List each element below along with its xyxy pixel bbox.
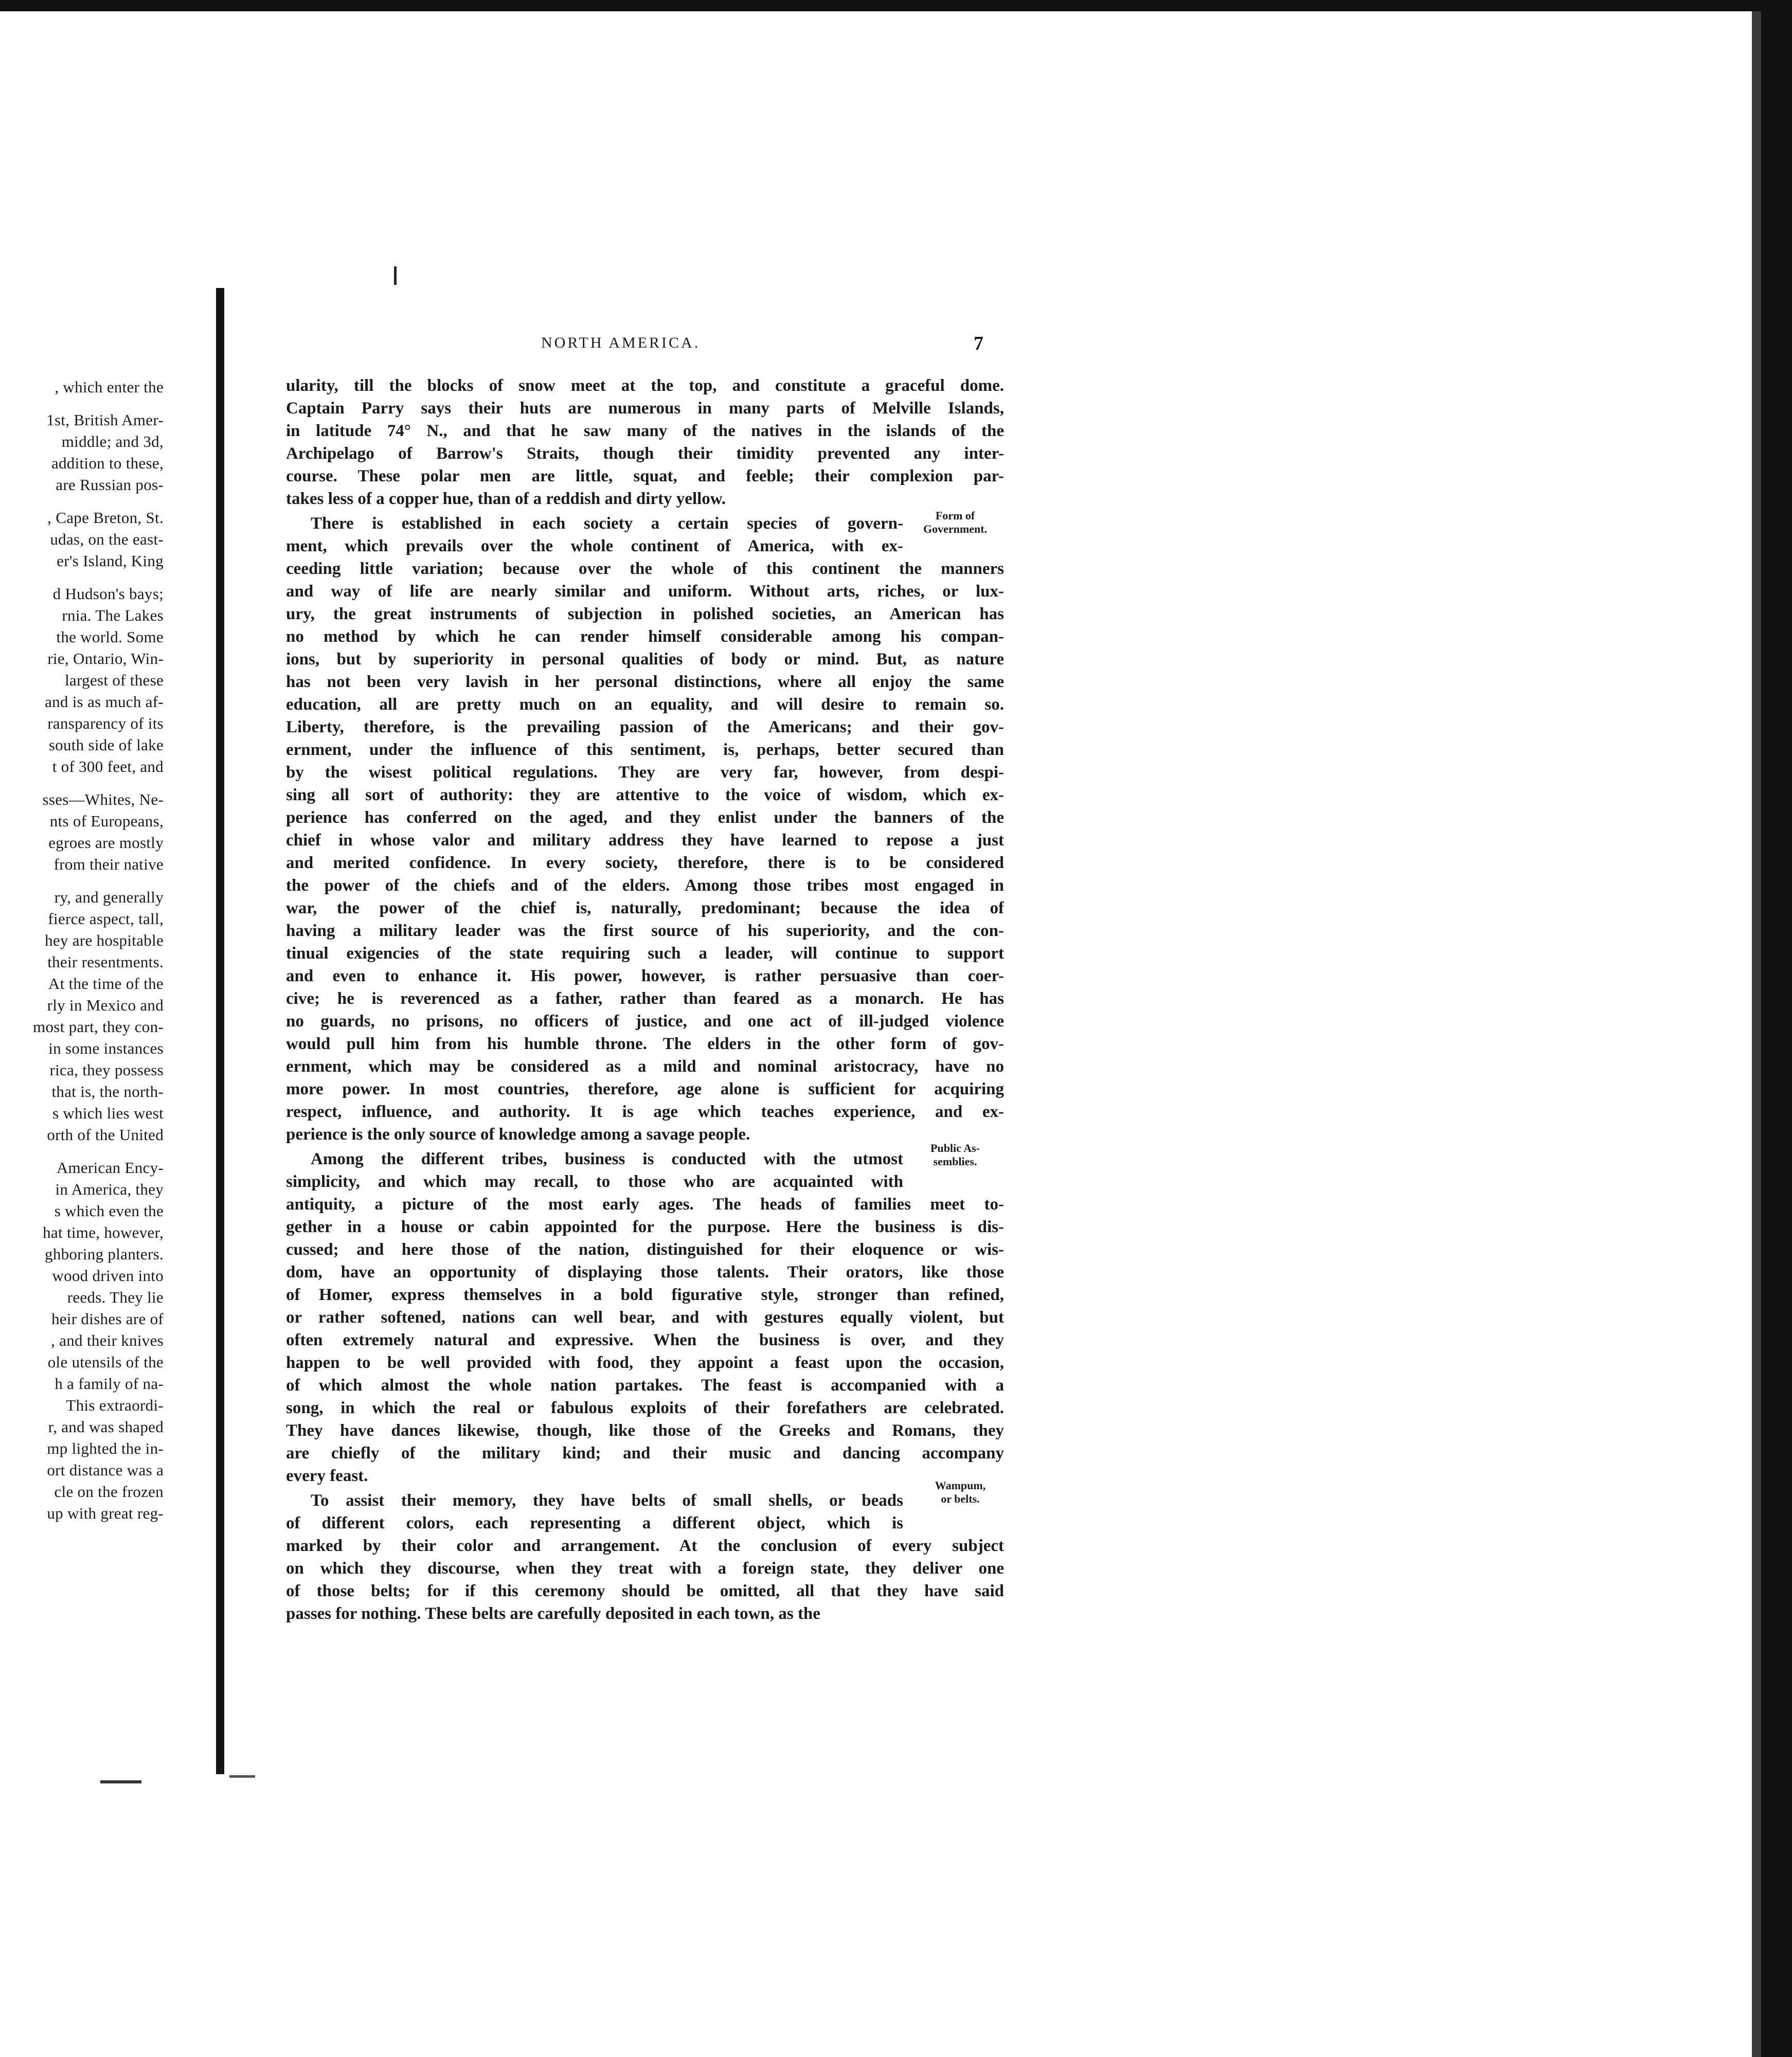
text-line: no method by which he can render himself considerable among his compan- bbox=[286, 627, 1004, 646]
fragment-line: addition to these, bbox=[51, 454, 164, 472]
text-line: ularity, till the blocks of snow meet at the top, and constitute a graceful dome. bbox=[286, 376, 1004, 395]
fragment-line: ry, and generally bbox=[54, 888, 164, 906]
fragment-line: r, and was shaped bbox=[48, 1418, 164, 1436]
text-line: education, all are pretty much on an equality, and will desire to remain so. bbox=[286, 695, 1004, 714]
side-note-line: Government. bbox=[923, 522, 988, 535]
fragment-line: most part, they con- bbox=[33, 1018, 164, 1036]
fragment-line: t of 300 feet, and bbox=[52, 757, 164, 775]
fragment-line: s which even the bbox=[54, 1202, 164, 1220]
page-gutter-rule bbox=[216, 288, 224, 1774]
text-line: ions, but by superiority in personal qualities of body or mind. But, as nature bbox=[286, 650, 1004, 669]
ink-mark-bottom-2 bbox=[229, 1775, 255, 1778]
text-line: Captain Parry says their huts are numerous in many parts of Melville Islands, bbox=[286, 399, 1004, 418]
text-line: are chiefly of the military kind; and their music and dancing accompany bbox=[286, 1444, 1004, 1463]
text-line: every feast. bbox=[286, 1467, 368, 1485]
fragment-line: nts of Europeans, bbox=[49, 812, 164, 830]
text-line: by the wisest political regulations. They are very far, however, from despi- bbox=[286, 763, 1004, 782]
text-line: perience has conferred on the aged, and they enlist under the banners of the bbox=[286, 808, 1004, 827]
text-line: of which almost the whole nation partakes. The feast is accompanied with a bbox=[286, 1376, 1004, 1395]
fragment-line: rly in Mexico and bbox=[47, 996, 164, 1014]
text-line: on which they discourse, when they treat with a foreign state, they deliver one bbox=[286, 1559, 1004, 1578]
fragment-line: , and their knives bbox=[51, 1331, 164, 1349]
text-line: of Homer, express themselves in a bold figurative style, stronger than refined, bbox=[286, 1286, 1004, 1304]
fragment-line: rie, Ontario, Win- bbox=[47, 649, 164, 667]
text-line: Among the different tribes, business is conducted with the utmost bbox=[311, 1150, 903, 1168]
fragment-line: h a family of na- bbox=[55, 1375, 164, 1393]
text-line: and merited confidence. In every society, therefore, there is to be considered bbox=[286, 854, 1004, 872]
fragment-line: the world. Some bbox=[56, 628, 164, 646]
side-note-line: semblies. bbox=[933, 1155, 977, 1168]
fragment-line: up with great reg- bbox=[47, 1504, 164, 1522]
fragment-line: mp lighted the in- bbox=[47, 1439, 164, 1457]
side-note-wampum bbox=[917, 1479, 1004, 1506]
text-line: song, in which the real or fabulous exploits of their forefathers are celebrated. bbox=[286, 1399, 1004, 1417]
fragment-line: that is, the north- bbox=[51, 1082, 164, 1100]
text-line: simplicity, and which may recall, to those who are acquainted with bbox=[286, 1172, 903, 1191]
side-note-line: Form of bbox=[935, 509, 975, 522]
text-line: There is established in each society a certain species of govern- bbox=[311, 514, 903, 533]
fragment-line: in some instances bbox=[48, 1039, 164, 1057]
fragment-line: rnia. The Lakes bbox=[62, 606, 164, 624]
text-line: takes less of a copper hue, than of a reddish and dirty yellow. bbox=[286, 490, 726, 508]
fragment-line: sses—Whites, Ne- bbox=[42, 790, 164, 808]
text-line: ury, the great instruments of subjection in polished societies, an American has bbox=[286, 605, 1004, 623]
text-line: and way of life are nearly similar and uniform. Without arts, riches, or lux- bbox=[286, 582, 1004, 601]
text-line: gether in a house or cabin appointed for the purpose. Here the business is dis- bbox=[286, 1218, 1004, 1236]
fragment-line: 1st, British Amer- bbox=[46, 411, 164, 429]
fragment-line: hat time, however, bbox=[43, 1223, 164, 1241]
text-line: having a military leader was the first source of his superiority, and the con- bbox=[286, 922, 1004, 940]
scan-border-right bbox=[1761, 0, 1792, 2057]
text-line: no guards, no prisons, no officers of justice, and one act of ill-judged violence bbox=[286, 1012, 1004, 1031]
fragment-line: are Russian pos- bbox=[56, 476, 164, 494]
fragment-line: in America, they bbox=[55, 1180, 164, 1198]
fragment-line: cle on the frozen bbox=[54, 1483, 164, 1501]
text-line: often extremely natural and expressive. When the business is over, and they bbox=[286, 1331, 1004, 1349]
page-number: 7 bbox=[974, 333, 983, 354]
fragment-line: heir dishes are of bbox=[51, 1310, 164, 1328]
text-line: tinual exigencies of the state requiring such a leader, will continue to support bbox=[286, 944, 1004, 963]
scan-border-shadow bbox=[1752, 11, 1761, 2057]
text-line: cussed; and here those of the nation, distinguished for their eloquence or wis- bbox=[286, 1240, 1004, 1259]
fragment-line: ransparency of its bbox=[47, 714, 164, 732]
text-line: ceeding little variation; because over the whole of this continent the manners bbox=[286, 560, 1004, 578]
fragment-line: udas, on the east- bbox=[50, 530, 164, 548]
text-line: Archipelago of Barrow's Straits, though their timidity prevented any inter- bbox=[286, 444, 1004, 463]
fragment-line: d Hudson's bays; bbox=[52, 585, 164, 603]
running-head: NORTH AMERICA. bbox=[541, 334, 701, 351]
text-line: perience is the only source of knowledge among a savage people. bbox=[286, 1125, 750, 1144]
fragment-line: reeds. They lie bbox=[67, 1288, 164, 1306]
fragment-line: rica, they possess bbox=[49, 1061, 164, 1079]
text-line: Liberty, therefore, is the prevailing passion of the Americans; and their gov- bbox=[286, 718, 1004, 736]
fragment-line: er's Island, King bbox=[57, 552, 164, 570]
fragment-line: largest of these bbox=[65, 671, 164, 689]
text-line: chief in whose valor and military address they have learned to repose a just bbox=[286, 831, 1004, 850]
fragment-line: ole utensils of the bbox=[47, 1353, 164, 1371]
text-line: marked by their color and arrangement. At the conclusion of every subject bbox=[286, 1537, 1004, 1555]
fragment-line: American Ency- bbox=[56, 1159, 164, 1177]
text-line: antiquity, a picture of the most early ages. The heads of families meet to- bbox=[286, 1195, 1004, 1214]
fragment-line: , Cape Breton, St. bbox=[47, 509, 164, 527]
fragment-line: orth of the United bbox=[47, 1126, 164, 1144]
fragment-line: ort distance was a bbox=[47, 1461, 164, 1479]
text-line: passes for nothing. These belts are carefully deposited in each town, as the bbox=[286, 1604, 820, 1623]
text-line: dom, have an opportunity of displaying those talents. Their orators, like those bbox=[286, 1263, 1004, 1282]
scan-border-top bbox=[0, 0, 1792, 11]
side-note-line: or belts. bbox=[941, 1492, 980, 1505]
text-line: respect, influence, and authority. It is age which teaches experience, and ex- bbox=[286, 1103, 1004, 1121]
fragment-line: , which enter the bbox=[55, 378, 164, 396]
text-line: of those belts; for if this ceremony should be omitted, all that they have said bbox=[286, 1582, 1004, 1600]
fragment-line: s which lies west bbox=[52, 1104, 164, 1122]
text-line: cive; he is reverenced as a father, rather than feared as a monarch. He has bbox=[286, 989, 1004, 1008]
text-line: more power. In most countries, therefore, age alone is sufficient for acquiring bbox=[286, 1080, 1004, 1098]
fragment-line: from their native bbox=[53, 855, 164, 873]
fragment-line: wood driven into bbox=[52, 1267, 164, 1285]
text-line: and even to enhance it. His power, however, is rather persuasive than coer- bbox=[286, 967, 1004, 985]
ink-mark-bottom bbox=[100, 1780, 141, 1783]
text-line: the power of the chiefs and of the elders. Among those tribes most engaged in bbox=[286, 876, 1004, 895]
text-line: happen to be well provided with food, they appoint a feast upon the occasion, bbox=[286, 1354, 1004, 1372]
text-line: of different colors, each representing a different object, which is bbox=[286, 1514, 903, 1532]
text-line: To assist their memory, they have belts of small shells, or beads bbox=[311, 1491, 903, 1510]
text-line: would pull him from his humble throne. The elders in the other form of gov- bbox=[286, 1035, 1004, 1053]
side-note-line: Public As- bbox=[930, 1142, 980, 1154]
fragment-line: south side of lake bbox=[48, 736, 164, 754]
fragment-line: ghboring planters. bbox=[45, 1245, 164, 1263]
text-line: course. These polar men are little, squat, and feeble; their complexion par- bbox=[286, 467, 1004, 485]
text-line: war, the power of the chief is, naturally, predominant; because the idea of bbox=[286, 899, 1004, 917]
ink-mark bbox=[394, 266, 397, 285]
side-note-form-of-government bbox=[911, 509, 999, 536]
text-line: sing all sort of authority: they are attentive to the voice of wisdom, which ex- bbox=[286, 786, 1004, 804]
text-line: or rather softened, nations can well bear, and with gestures equally violent, but bbox=[286, 1308, 1004, 1327]
fragment-line: and is as much af- bbox=[45, 693, 164, 711]
text-line: has not been very lavish in her personal distinctions, where all enjoy the same bbox=[286, 673, 1004, 691]
text-line: ment, which prevails over the whole continent of America, with ex- bbox=[286, 537, 903, 555]
text-line: ernment, under the influence of this sentiment, is, perhaps, better secured than bbox=[286, 741, 1004, 759]
fragment-line: At the time of the bbox=[48, 975, 164, 993]
fragment-line: fierce aspect, tall, bbox=[48, 910, 164, 928]
fragment-line: middle; and 3d, bbox=[61, 432, 164, 450]
fragment-line: hey are hospitable bbox=[45, 931, 164, 949]
fragment-line: their resentments. bbox=[47, 953, 164, 971]
fragment-line: egroes are mostly bbox=[48, 834, 164, 852]
side-note-public-assemblies bbox=[911, 1142, 999, 1168]
text-line: in latitude 74° N., and that he saw many of the natives in the islands of the bbox=[286, 422, 1004, 440]
text-line: ernment, which may be considered as a mild and nominal aristocracy, have no bbox=[286, 1057, 1004, 1076]
side-note-line: Wampum, bbox=[935, 1479, 986, 1492]
text-line: They have dances likewise, though, like those of the Greeks and Romans, they bbox=[286, 1421, 1004, 1440]
fragment-line: This extraordi- bbox=[66, 1396, 164, 1414]
